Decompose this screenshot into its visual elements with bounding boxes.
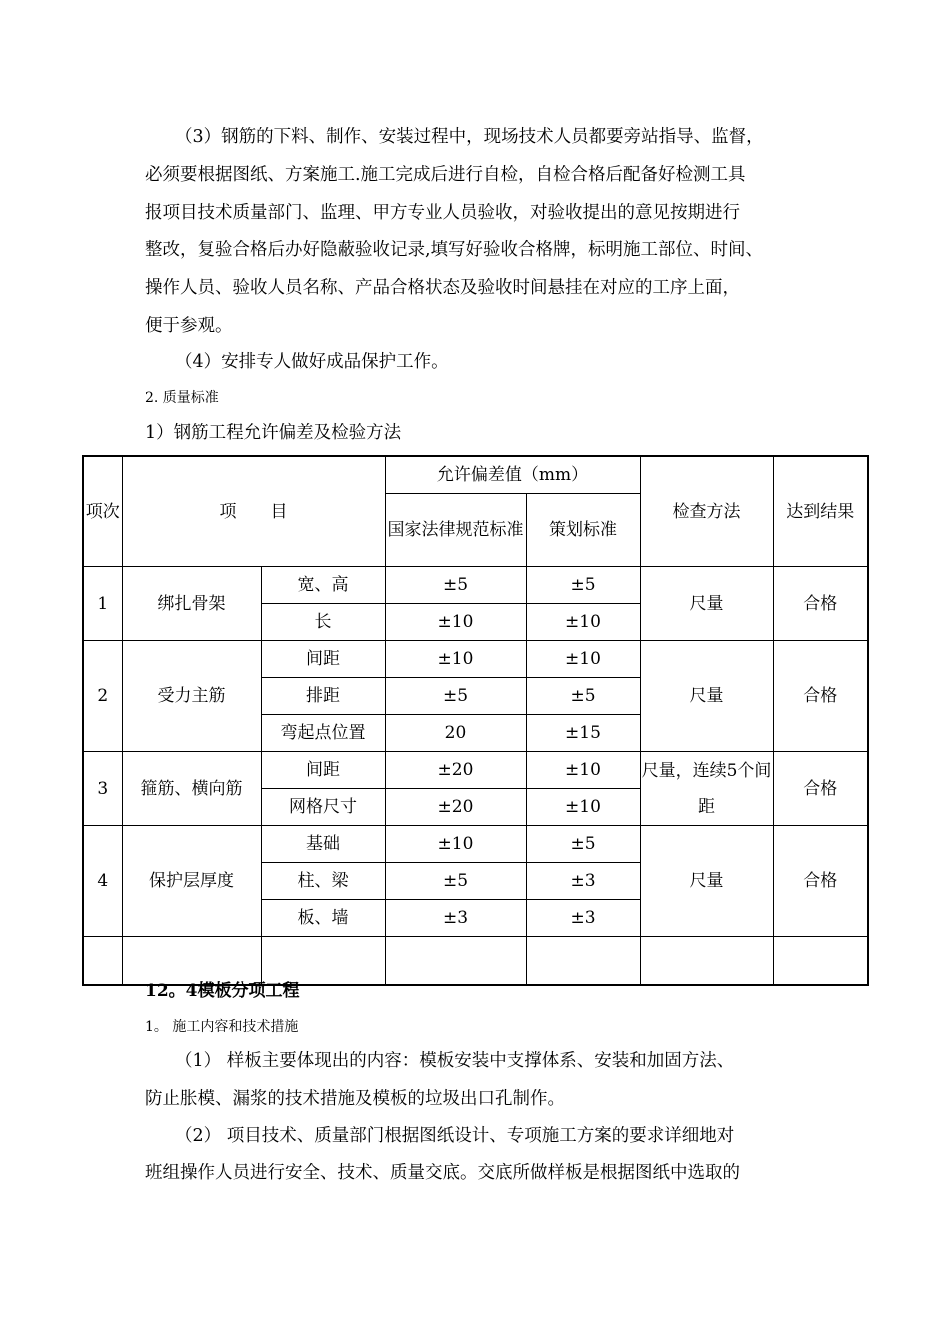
paragraph-line: （2） 项目技术、质量部门根据图纸设计、专项施工方案的要求详细地对 [175, 1126, 735, 1146]
paragraph-line: 便于参观。 [145, 316, 233, 336]
paragraph-line: 必须要根据图纸、方案施工.施工完成后进行自检，自检合格后配备好检测工具 [145, 165, 746, 185]
row-result: 合格 [773, 826, 868, 937]
row-result: 合格 [773, 641, 868, 752]
row-plan: ±3 [526, 863, 640, 900]
row-item: 箍筋、横向筋 [122, 752, 261, 826]
paragraph-line: 整改，复验合格后办好隐蔽验收记录,填写好验收合格牌，标明施工部位、时间、 [145, 240, 764, 260]
row-no: 3 [83, 752, 122, 826]
paragraph-line: 操作人员、验收人员名称、产品合格状态及验收时间悬挂在对应的工序上面， [145, 278, 740, 298]
row-national: ±20 [385, 789, 526, 826]
empty-cell [773, 937, 868, 985]
header-tolerance: 允许偏差值（mm） [385, 456, 640, 494]
sub-heading: 1。 施工内容和技术措施 [145, 1019, 299, 1035]
row-method: 尺量 [640, 567, 773, 641]
row-sub: 板、墙 [261, 900, 385, 937]
row-plan: ±3 [526, 900, 640, 937]
row-plan: ±10 [526, 789, 640, 826]
row-sub: 间距 [261, 641, 385, 678]
row-item: 绑扎骨架 [122, 567, 261, 641]
empty-cell [83, 937, 122, 985]
row-no: 4 [83, 826, 122, 937]
row-national: ±10 [385, 604, 526, 641]
row-sub: 排距 [261, 678, 385, 715]
row-national: ±5 [385, 678, 526, 715]
header-method: 检查方法 [640, 456, 773, 567]
row-item: 受力主筋 [122, 641, 261, 752]
row-national: 20 [385, 715, 526, 752]
row-national: ±10 [385, 641, 526, 678]
empty-cell [385, 937, 526, 985]
header-item: 项 目 [122, 456, 385, 567]
row-national: ±10 [385, 826, 526, 863]
row-plan: ±15 [526, 715, 640, 752]
row-national: ±20 [385, 752, 526, 789]
paragraph-line: 班组操作人员进行安全、技术、质量交底。交底所做样板是根据图纸中选取的 [145, 1163, 740, 1183]
row-sub: 弯起点位置 [261, 715, 385, 752]
header-result: 达到结果 [773, 456, 868, 567]
paragraph-line: （1） 样板主要体现出的内容：模板安装中支撑体系、安装和加固方法、 [175, 1051, 735, 1071]
table-caption: 1）钢筋工程允许偏差及检验方法 [145, 423, 402, 443]
empty-row [83, 937, 868, 985]
row-result: 合格 [773, 752, 868, 826]
empty-cell [122, 937, 261, 985]
row-method: 尺量 [640, 641, 773, 752]
header-no: 项次 [83, 456, 122, 567]
tolerance-table [82, 455, 869, 986]
paragraph-line: 防止胀模、漏浆的技术措施及模板的垃圾出口孔制作。 [145, 1089, 565, 1109]
header-national: 国家法律规范标准 [385, 494, 526, 567]
row-sub: 基础 [261, 826, 385, 863]
row-sub: 间距 [261, 752, 385, 789]
row-method: 尺量，连续5个间距 [640, 752, 773, 826]
row-no: 2 [83, 641, 122, 752]
row-item: 保护层厚度 [122, 826, 261, 937]
empty-cell [640, 937, 773, 985]
row-national: ±5 [385, 567, 526, 604]
row-sub: 网格尺寸 [261, 789, 385, 826]
row-plan: ±5 [526, 826, 640, 863]
row-plan: ±5 [526, 567, 640, 604]
paragraph-line: （4）安排专人做好成品保护工作。 [175, 352, 449, 372]
row-national: ±3 [385, 900, 526, 937]
row-plan: ±10 [526, 752, 640, 789]
row-result: 合格 [773, 567, 868, 641]
header-plan: 策划标准 [526, 494, 640, 567]
paragraph-line: （3）钢筋的下料、制作、安装过程中，现场技术人员都要旁站指导、监督， [175, 127, 764, 147]
row-plan: ±10 [526, 641, 640, 678]
row-method: 尺量 [640, 826, 773, 937]
row-sub: 柱、梁 [261, 863, 385, 900]
row-plan: ±10 [526, 604, 640, 641]
row-national: ±5 [385, 863, 526, 900]
section-title: 12。4模板分项工程 [145, 981, 300, 1001]
section-heading: 2. 质量标准 [145, 390, 219, 406]
row-sub: 长 [261, 604, 385, 641]
row-sub: 宽、高 [261, 567, 385, 604]
empty-cell [526, 937, 640, 985]
paragraph-line: 报项目技术质量部门、监理、甲方专业人员验收，对验收提出的意见按期进行 [145, 203, 740, 223]
row-plan: ±5 [526, 678, 640, 715]
row-no: 1 [83, 567, 122, 641]
empty-cell [261, 937, 385, 985]
